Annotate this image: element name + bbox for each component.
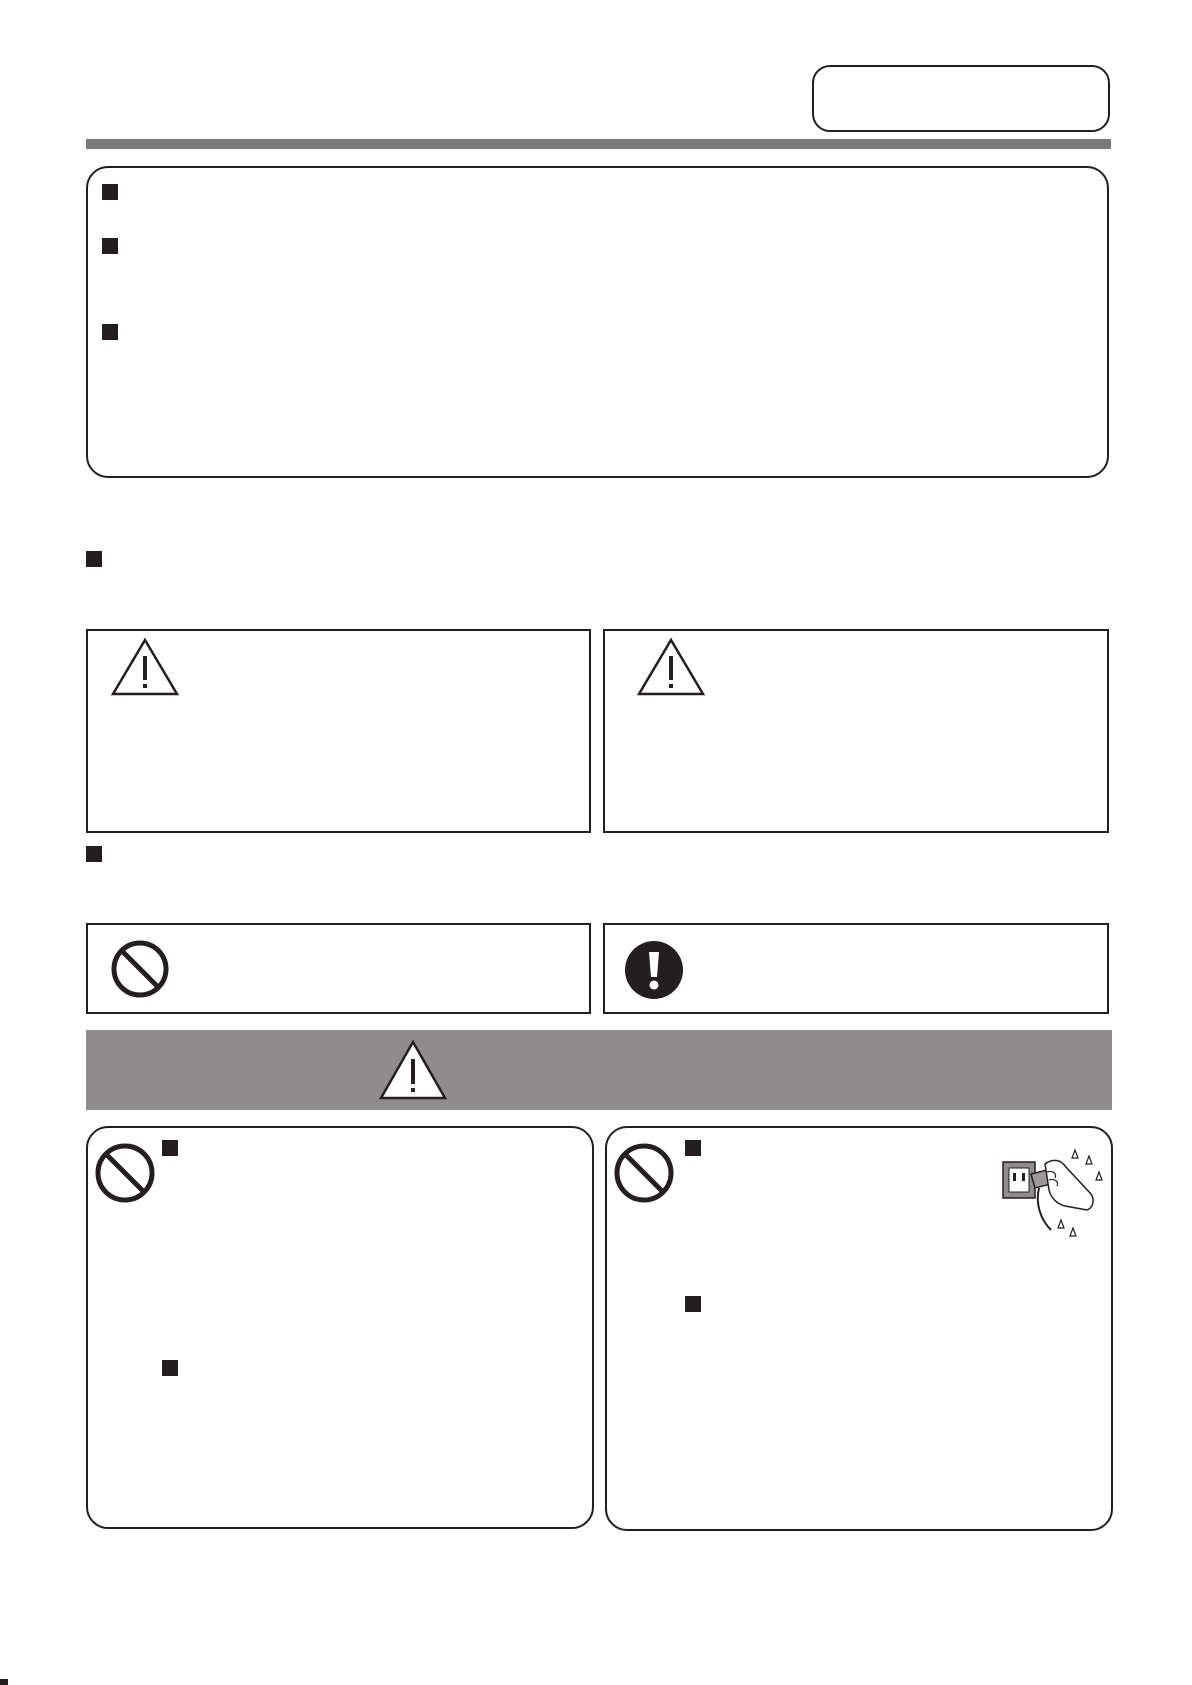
caution-panel-right (603, 629, 1109, 833)
warning-box-left (86, 1126, 594, 1529)
warning-banner (86, 1030, 1112, 1110)
mandatory-legend-panel (603, 923, 1109, 1014)
prohibition-icon (110, 939, 170, 999)
square-bullet-icon (102, 238, 118, 254)
warning-box-right (605, 1126, 1113, 1531)
prohibition-icon (94, 1142, 156, 1204)
square-bullet-icon (162, 1140, 178, 1156)
warning-triangle-icon (378, 1039, 448, 1101)
wet-hand-plug-icon (995, 1144, 1105, 1244)
warning-triangle-icon (110, 637, 180, 697)
section-tag-box (812, 65, 1110, 132)
square-bullet-icon (162, 1360, 178, 1376)
print-mark (0, 1679, 8, 1685)
exclamation-circle-icon (623, 939, 685, 1001)
warning-triangle-icon (636, 637, 706, 697)
square-bullet-icon (102, 324, 118, 340)
square-bullet-icon (685, 1140, 701, 1156)
header-rule (86, 139, 1111, 149)
square-bullet-icon (685, 1296, 701, 1312)
prohibited-legend-panel (86, 923, 591, 1014)
caution-panel-left (86, 629, 591, 833)
square-bullet-icon (102, 184, 118, 200)
square-bullet-icon (86, 846, 102, 862)
intro-box (86, 166, 1109, 478)
prohibition-icon (613, 1142, 675, 1204)
square-bullet-icon (86, 551, 102, 567)
